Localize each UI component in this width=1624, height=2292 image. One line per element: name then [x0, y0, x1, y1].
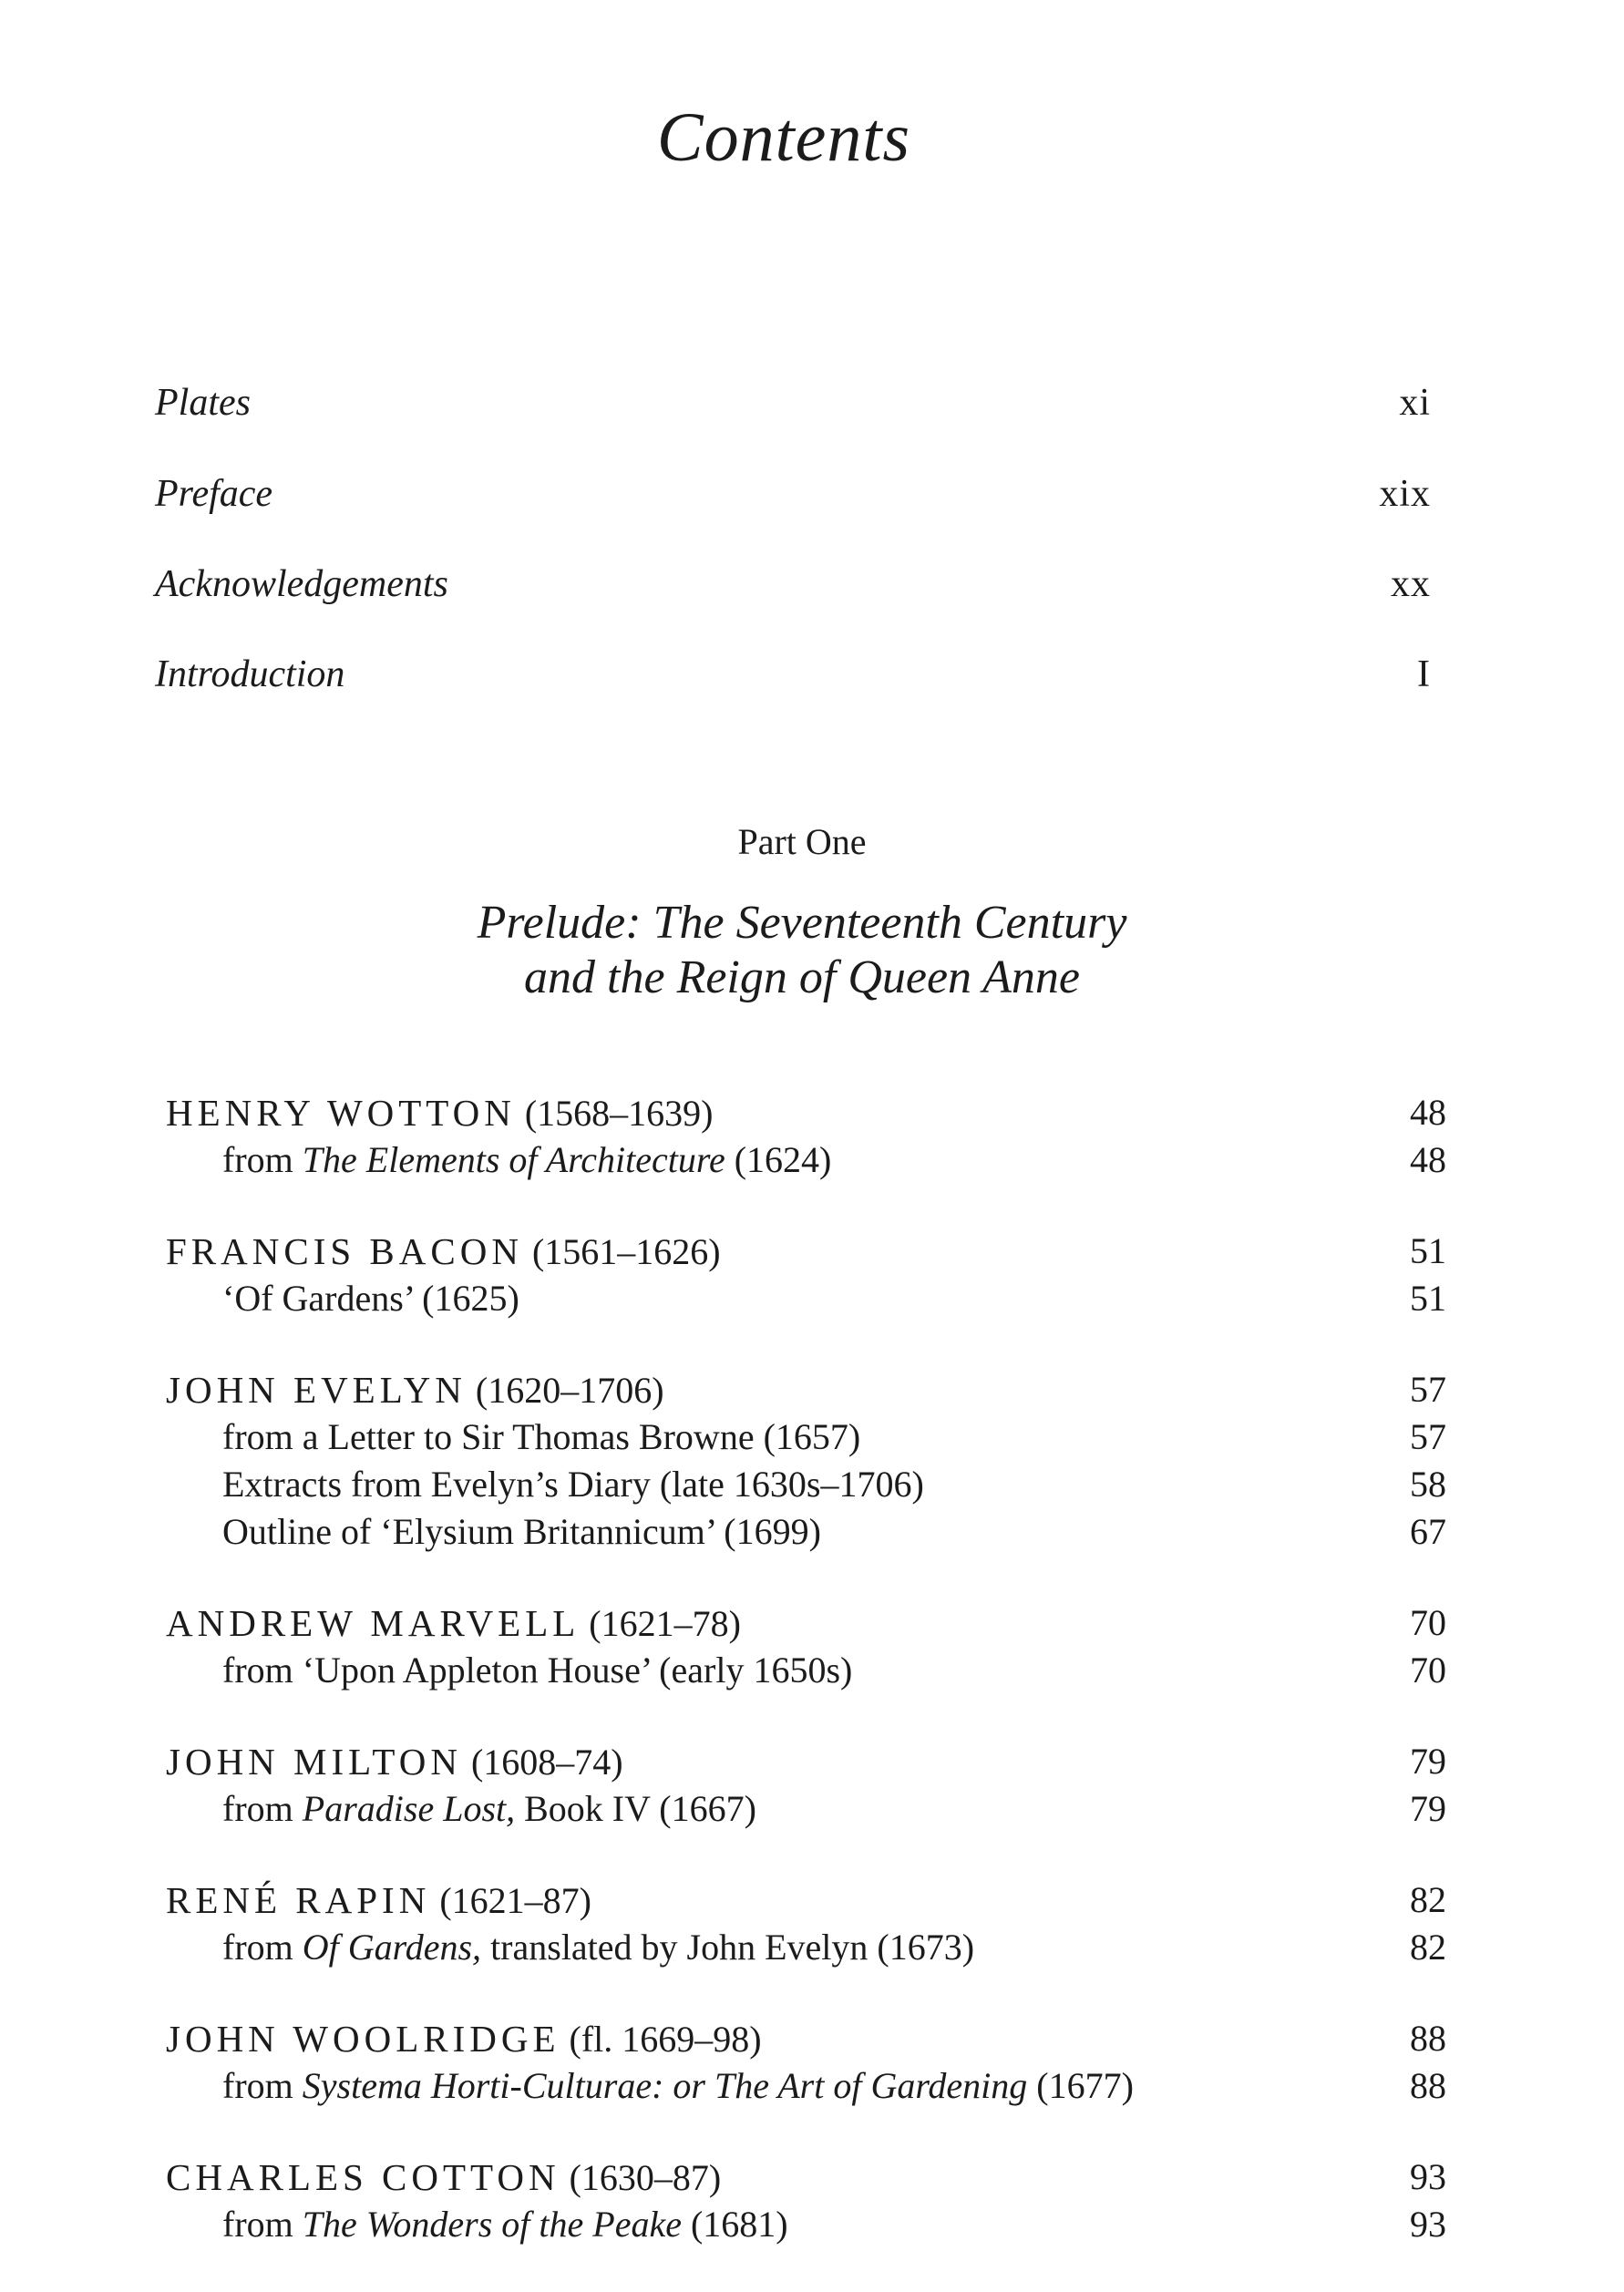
part-title: [0, 896, 1604, 1005]
author-dates: (1561–1626): [531, 1231, 721, 1272]
author-dates: (1608–74): [470, 1742, 623, 1783]
entry-page-number: 93: [1410, 2156, 1446, 2197]
author-name: FRANCIS BACON: [166, 1230, 523, 1272]
item-text-plain: from: [222, 1139, 303, 1180]
item-page-number: 51: [1410, 1278, 1446, 1319]
entry-item: [166, 1461, 1446, 1508]
front-matter-row: [155, 381, 1431, 472]
entry-item-text: [222, 1413, 860, 1461]
front-matter-row: [155, 653, 1431, 743]
entry-heading-text: [166, 2015, 762, 2063]
item-text-plain: ‘Of Gardens’ (1625): [222, 1278, 519, 1319]
entry-item-text: [222, 1136, 831, 1184]
contents-entry: [166, 1738, 1446, 1833]
entry-heading-text: [166, 2153, 721, 2202]
entry-item: [166, 2062, 1446, 2110]
front-matter-page: I: [1417, 653, 1431, 695]
item-work-title: Systema Horti-Culturae: or The Art of Gardening: [302, 2065, 1028, 2106]
entry-heading: [166, 1366, 1446, 1413]
author-name: HENRY WOTTON: [166, 1092, 516, 1134]
item-page-number: 82: [1410, 1927, 1446, 1968]
author-dates: (fl. 1669–98): [569, 2019, 762, 2060]
contents-entry: [166, 1228, 1446, 1322]
entry-item: [166, 1136, 1446, 1184]
entry-heading: [166, 1089, 1446, 1136]
entry-page-number: 48: [1410, 1092, 1446, 1133]
page-title: Contents: [656, 99, 911, 176]
item-page-number: 48: [1410, 1139, 1446, 1180]
entry-item: [166, 1785, 1446, 1833]
item-text-suffix: (1681): [681, 2204, 788, 2245]
author-dates: (1621–87): [439, 1880, 591, 1921]
front-matter-list: [155, 381, 1431, 743]
contents-entry: [166, 1599, 1446, 1694]
author-name: ANDREW MARVELL: [166, 1602, 581, 1644]
author-name: JOHN WOOLRIDGE: [166, 2018, 560, 2060]
entry-heading: [166, 2153, 1446, 2201]
front-matter-page: xi: [1399, 382, 1431, 424]
author-name: JOHN EVELYN: [166, 1369, 467, 1411]
item-text-suffix: translated by John Evelyn (1673): [481, 1927, 975, 1968]
part-title-line-1: Prelude: The Seventeenth Century: [477, 897, 1127, 949]
entry-item-text: [222, 1785, 756, 1833]
entry-heading: [166, 2015, 1446, 2062]
entry-item: [166, 2201, 1446, 2248]
item-page-number: 93: [1410, 2204, 1446, 2245]
front-matter-label: Preface: [155, 473, 273, 515]
contents-entries: [166, 1089, 1446, 2292]
author-dates: (1630–87): [569, 2157, 722, 2198]
entry-item: [166, 1647, 1446, 1694]
entry-heading: [166, 1599, 1446, 1647]
entry-page-number: 51: [1410, 1230, 1446, 1271]
front-matter-label: Acknowledgements: [155, 563, 448, 605]
contents-entry: [166, 1089, 1446, 1184]
item-page-number: 67: [1410, 1511, 1446, 1552]
contents-entry: [166, 2153, 1446, 2248]
entry-page-number: 82: [1410, 1879, 1446, 1920]
entry-heading-text: [166, 1738, 623, 1786]
item-work-title: Of Gardens,: [302, 1927, 482, 1968]
entry-item-text: [222, 1508, 821, 1556]
entry-item-text: [222, 1461, 924, 1508]
entry-heading-text: [166, 1089, 713, 1137]
front-matter-label: Introduction: [155, 653, 345, 695]
item-page-number: 88: [1410, 2065, 1446, 2106]
entry-heading-text: [166, 1228, 721, 1276]
item-work-title: The Elements of Architecture: [302, 1139, 725, 1180]
item-work-title: The Wonders of the Peake: [302, 2204, 682, 2245]
item-text-plain: from ‘Upon Appleton House’ (early 1650s): [222, 1650, 853, 1691]
front-matter-page: xix: [1379, 473, 1431, 515]
item-text-plain: from: [222, 2204, 303, 2245]
item-page-number: 70: [1410, 1650, 1446, 1691]
entry-heading-text: [166, 1876, 591, 1925]
entry-heading: [166, 1738, 1446, 1785]
front-matter-label: Plates: [155, 382, 251, 424]
item-text-plain: from: [222, 1788, 303, 1829]
entry-item: [166, 1275, 1446, 1322]
item-page-number: 57: [1410, 1416, 1446, 1457]
entry-item-text: [222, 1275, 519, 1322]
item-text-plain: from: [222, 2065, 303, 2106]
author-name: JOHN MILTON: [166, 1741, 462, 1783]
entry-page-number: 79: [1410, 1741, 1446, 1782]
entry-item-text: [222, 2201, 788, 2248]
item-page-number: 79: [1410, 1788, 1446, 1829]
item-text-plain: from a Letter to Sir Thomas Browne (1657): [222, 1416, 861, 1457]
entry-page-number: 88: [1410, 2018, 1446, 2059]
author-name: CHARLES COTTON: [166, 2156, 560, 2198]
author-dates: (1620–1706): [475, 1370, 664, 1411]
item-text-plain: Outline of ‘Elysium Britannicum’ (1699): [222, 1511, 821, 1552]
entry-page-number: 57: [1410, 1369, 1446, 1410]
item-work-title: Paradise Lost,: [302, 1788, 516, 1829]
entry-item-text: [222, 1924, 974, 1971]
entry-heading: [166, 1228, 1446, 1275]
author-dates: (1568–1639): [524, 1093, 714, 1134]
contents-entry: [166, 1366, 1446, 1556]
entry-page-number: 70: [1410, 1602, 1446, 1643]
entry-item: [166, 1924, 1446, 1971]
entry-item: [166, 1508, 1446, 1556]
item-text-plain: Extracts from Evelyn’s Diary (late 1630s–1706): [222, 1464, 924, 1505]
author-name: RENÉ RAPIN: [166, 1879, 431, 1921]
part-label: Part One: [737, 821, 867, 862]
item-text-suffix: Book IV (1667): [515, 1788, 756, 1829]
contents-entry: [166, 2015, 1446, 2110]
entry-item: [166, 1413, 1446, 1461]
author-dates: (1621–78): [589, 1603, 741, 1644]
item-text-suffix: (1677): [1027, 2065, 1134, 2106]
item-text-plain: from: [222, 1927, 303, 1968]
contents-entry: [166, 1876, 1446, 1971]
item-page-number: 58: [1410, 1464, 1446, 1505]
part-title-line-2: and the Reign of Queen Anne: [524, 951, 1080, 1003]
entry-heading-text: [166, 1366, 664, 1414]
front-matter-row: [155, 472, 1431, 562]
entry-item-text: [222, 2062, 1134, 2110]
entry-item-text: [222, 1647, 852, 1694]
entry-heading: [166, 1876, 1446, 1924]
front-matter-page: xx: [1391, 563, 1431, 605]
front-matter-row: [155, 562, 1431, 653]
item-text-suffix: (1624): [725, 1139, 832, 1180]
entry-heading-text: [166, 1599, 741, 1648]
